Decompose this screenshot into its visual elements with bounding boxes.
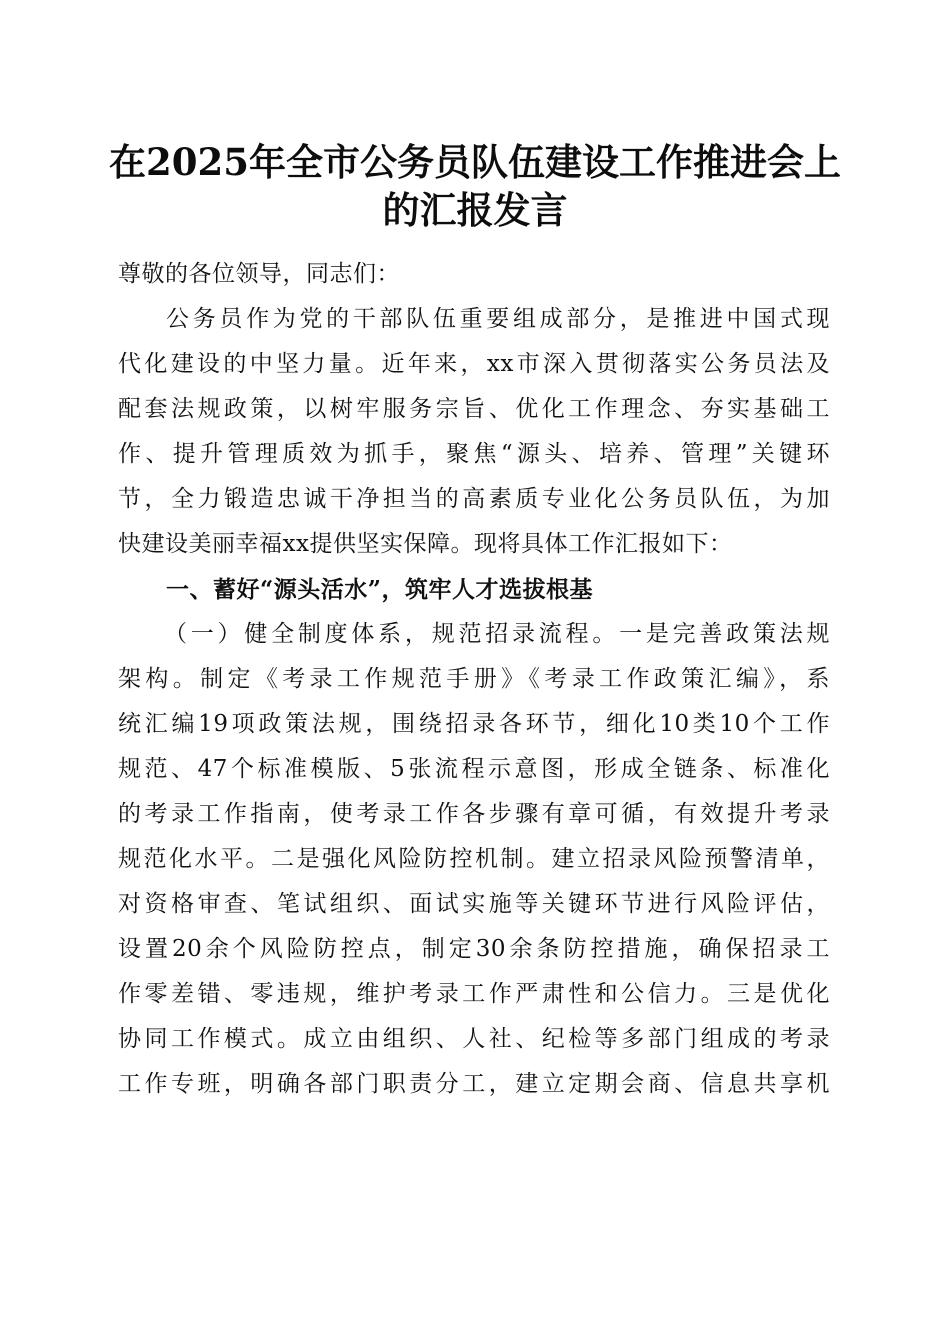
section-line: 作零差错、零违规，维护考录工作严肃性和公信力。三是优化 xyxy=(118,981,830,1007)
intro-line: 公务员作为党的干部队伍重要组成部分，是推进中国式现 xyxy=(166,306,830,332)
title-line-1: 在2025年全市公务员队伍建设工作推进会上 xyxy=(109,140,841,184)
intro-line: 代化建设的中坚力量。近年来，xx市深入贯彻落实公务员法及 xyxy=(118,351,830,377)
document-body xyxy=(118,252,830,1107)
section-line: 设置20余个风险防控点，制定30余条防控措施，确保招录工 xyxy=(118,936,830,962)
title-line-2: 的汇报发言 xyxy=(382,188,568,232)
section-line: 统汇编19项政策法规，围绕招录各环节，细化10类10个工作 xyxy=(118,711,830,737)
section-line: 的考录工作指南，使考录工作各步骤有章可循，有效提升考录 xyxy=(118,801,830,827)
section-line: 协同工作模式。成立由组织、人社、纪检等多部门组成的考录 xyxy=(118,1026,830,1052)
intro-line: 节，全力锻造忠诚干净担当的高素质专业化公务员队伍，为加 xyxy=(118,486,830,512)
section-line: 规范化水平。二是强化风险防控机制。建立招录风险预警清单， xyxy=(118,846,830,872)
intro-line: 配套法规政策，以树牢服务宗旨、优化工作理念、夯实基础工 xyxy=(118,396,830,422)
document-title xyxy=(100,138,850,234)
section-line: 架构。制定《考录工作规范手册》《考录工作政策汇编》，系 xyxy=(118,666,830,692)
section-heading: 一、蓄好“源头活水”，筑牢人才选拔根基 xyxy=(166,576,593,603)
section-line: 规范、47个标准模版、5张流程示意图，形成全链条、标准化 xyxy=(118,756,830,782)
intro-line: 作、提升管理质效为抓手，聚焦“源头、培养、管理”关键环 xyxy=(118,441,830,467)
section-line: 对资格审查、笔试组织、面试实施等关键环节进行风险评估， xyxy=(118,891,830,917)
section-line: 工作专班，明确各部门职责分工，建立定期会商、信息共享机 xyxy=(118,1071,830,1097)
intro-line: 快建设美丽幸福xx提供坚实保障。现将具体工作汇报如下： xyxy=(118,531,733,557)
section-line: （一）健全制度体系，规范招录流程。一是完善政策法规 xyxy=(164,621,830,647)
salutation: 尊敬的各位领导，同志们： xyxy=(118,261,400,287)
